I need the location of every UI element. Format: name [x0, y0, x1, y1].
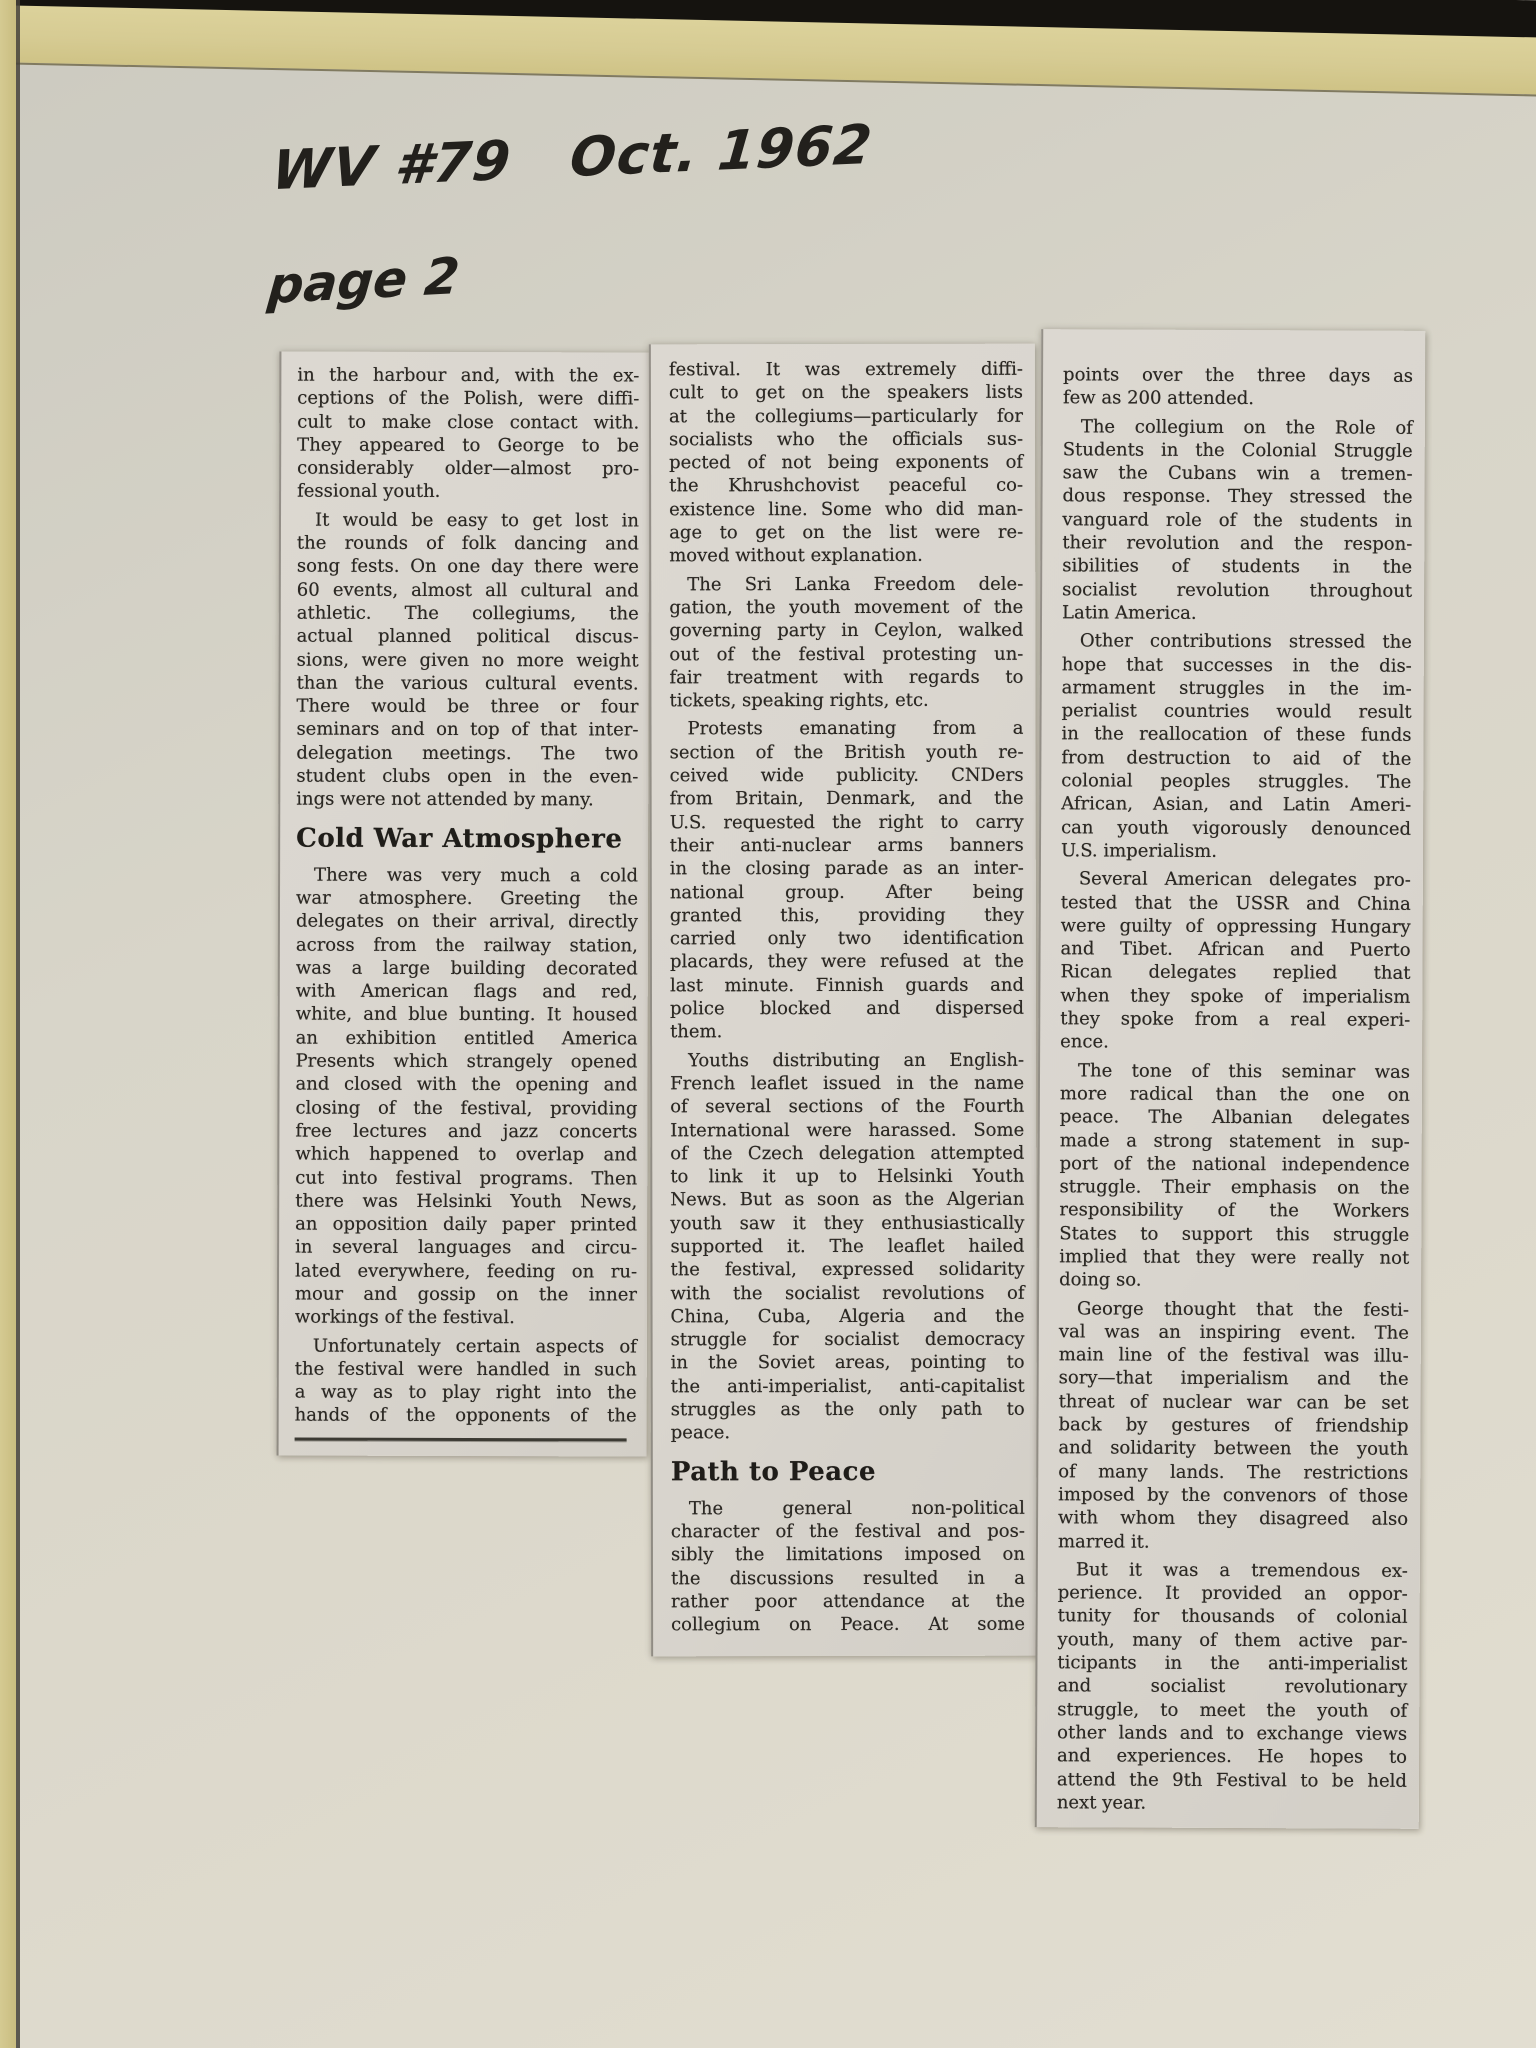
text-line: in the reallocation of these funds	[1061, 723, 1412, 747]
text-line: next year.	[1056, 1792, 1147, 1814]
text-line: the discussions resulted in a	[670, 1567, 1026, 1589]
paragraph	[1058, 1297, 1409, 1555]
text-line: vanguard role of the students in	[1062, 509, 1413, 532]
text-line: fair treatment with regards to	[669, 666, 1024, 689]
text-line: last minute. Finnish guards and	[669, 974, 1024, 997]
text-line: and socialist revolutionary	[1057, 1675, 1408, 1699]
newspaper-clipping-column-3	[1035, 329, 1426, 1829]
text-line: an exhibition entitled America	[295, 1027, 638, 1050]
text-line: workings of the festival.	[294, 1306, 515, 1329]
text-line: cut into festival programs. Then	[295, 1167, 638, 1189]
text-line: sibilities of students in the	[1062, 555, 1413, 579]
text-line: val was an inspiring event. The	[1058, 1321, 1409, 1344]
text-line: athletic. The collegiums, the	[296, 602, 639, 625]
text-line: peace.	[670, 1422, 731, 1444]
paragraph	[1061, 630, 1412, 864]
text-line: were guilty of oppressing Hungary	[1060, 915, 1411, 938]
paragraph	[670, 717, 1025, 1044]
text-line: youth saw it they enthusiastically	[670, 1212, 1025, 1234]
text-line: and solidarity between the youth	[1058, 1437, 1409, 1461]
text-line: with whom they disagreed also	[1058, 1507, 1409, 1531]
text-line: Presents which strangely opened	[295, 1050, 638, 1073]
text-line: port of the national independence	[1059, 1153, 1410, 1176]
text-line: hands of the opponents of the	[294, 1405, 637, 1427]
text-line: cult to make close contact with.	[297, 411, 640, 434]
text-line: rather poor attendance at the	[671, 1590, 1026, 1613]
text-line: It would be easy to get lost in	[314, 509, 640, 532]
text-line: and closed with the opening and	[295, 1073, 638, 1096]
text-line: China, Cuba, Algeria and the	[670, 1305, 1025, 1328]
paragraph	[669, 358, 1023, 568]
text-line: perience. It provided an oppor-	[1057, 1582, 1408, 1605]
text-line: But it was a tremendous ex-	[1075, 1559, 1408, 1582]
column-end-rule	[295, 1437, 627, 1441]
text-line: delegates on their arrival, directly	[295, 910, 638, 933]
text-line: existence line. Some who did man-	[669, 498, 1024, 521]
text-line: ence.	[1060, 1031, 1109, 1053]
text-line: out of the festival protesting un-	[669, 643, 1024, 665]
paragraph	[1063, 363, 1413, 411]
text-line: colonial peoples struggles. The	[1061, 770, 1412, 793]
album-edge-left	[0, 0, 16, 2048]
text-line: of many lands. The restrictions	[1058, 1460, 1409, 1484]
text-line: student clubs open in the even-	[296, 765, 639, 788]
text-line: The general non-political	[688, 1497, 1025, 1519]
handwritten-page-annotation: page 2	[265, 246, 462, 316]
text-line: armament struggles in the im-	[1061, 677, 1412, 700]
paragraph	[1059, 1059, 1410, 1293]
text-line: national group. After being	[669, 881, 1024, 903]
text-line: socialists who the officials sus-	[669, 428, 1024, 451]
text-line: tunity for thousands of colonial	[1057, 1605, 1408, 1629]
text-line: George thought that the festi-	[1076, 1297, 1410, 1321]
text-line: of several sections of the Fourth	[670, 1095, 1025, 1118]
text-line: Rican delegates replied that	[1060, 961, 1411, 985]
text-line: U.S. requested the right to carry	[669, 811, 1024, 833]
text-line: governing party in Ceylon, walked	[669, 619, 1024, 642]
text-line: festival. It was extremely diffi-	[668, 358, 1023, 381]
text-line: the rounds of folk dancing and	[296, 532, 639, 555]
text-line: in several languages and circu-	[295, 1236, 638, 1259]
text-line: considerably older—almost pro-	[297, 457, 640, 480]
text-line: age to get on the list were re-	[669, 521, 1024, 544]
text-line: implied that they were really not	[1059, 1246, 1410, 1269]
text-line: from Britain, Denmark, and the	[669, 788, 1024, 810]
paragraph	[297, 364, 639, 505]
text-line: U.S. imperialism.	[1060, 840, 1218, 862]
text-line: their revolution and the respon-	[1062, 532, 1413, 555]
text-line: International were harassed. Some	[670, 1119, 1025, 1141]
text-line: tickets, speaking rights, etc.	[669, 690, 929, 712]
text-line: can youth vigorously denounced	[1061, 816, 1412, 840]
text-line: to link it up to Helsinki Youth	[670, 1165, 1025, 1188]
text-line: African, Asian, and Latin Ameri-	[1061, 793, 1412, 817]
paragraph	[295, 1334, 637, 1428]
text-line: Latin America.	[1061, 602, 1197, 624]
newspaper-clipping-column-1	[277, 352, 650, 1457]
text-line: when they spoke of imperialism	[1060, 984, 1411, 1008]
text-line: which happened to overlap and	[295, 1143, 638, 1166]
text-line: sions, were given no more weight	[296, 649, 639, 672]
text-line: ticipants in the anti-imperialist	[1057, 1652, 1408, 1675]
text-line: across from the railway station,	[295, 934, 638, 956]
text-line: struggle. Their emphasis on the	[1059, 1176, 1410, 1199]
paragraph	[1060, 867, 1411, 1055]
text-line: supported it. The leaflet hailed	[670, 1235, 1025, 1258]
text-line: placards, they were refused at the	[669, 951, 1024, 973]
text-line: States to support this struggle	[1059, 1222, 1410, 1246]
text-line: from destruction to aid of the	[1061, 747, 1412, 770]
paragraph	[670, 1048, 1025, 1445]
text-line: youth, many of them active par-	[1057, 1628, 1408, 1652]
text-line: fessional youth.	[297, 481, 441, 503]
text-line: saw the Cubans win a tremen-	[1062, 462, 1413, 485]
text-line: The Sri Lanka Freedom dele-	[687, 573, 1024, 595]
text-line: 60 events, almost all cultural and	[296, 579, 639, 602]
newspaper-clipping-column-2	[649, 344, 1037, 1657]
text-line: they spoke from a real experi-	[1060, 1008, 1411, 1031]
text-line: cult to get on the speakers lists	[668, 381, 1023, 404]
text-line: The tone of this seminar was	[1077, 1059, 1411, 1083]
text-line: Protests emanating from a	[687, 718, 1024, 740]
text-line: a way as to play right into the	[294, 1381, 637, 1404]
text-line: collegium on Peace. At some	[671, 1613, 1026, 1636]
text-line: sory—that imperialism and the	[1058, 1367, 1409, 1391]
text-line: ceived wide publicity. CNDers	[669, 764, 1024, 787]
text-line: They appeared to George to be	[297, 434, 640, 457]
text-line: Youths distributing an English-	[688, 1049, 1025, 1071]
text-line: the festival were handled in such	[294, 1358, 637, 1381]
text-line: doing so.	[1059, 1269, 1142, 1291]
text-line: back by gestures of friendship	[1058, 1414, 1409, 1437]
text-line: There was very much a cold	[314, 864, 639, 887]
paragraph	[295, 863, 638, 1330]
text-line: peace. The Albanian delegates	[1059, 1106, 1410, 1129]
text-line: French leaflet issued in the name	[670, 1072, 1025, 1095]
text-line: in the harbour and, with the ex-	[297, 364, 640, 387]
text-line: perialist countries would result	[1061, 700, 1412, 723]
text-line: mour and gossip on the inner	[294, 1283, 638, 1306]
text-line: the festival, expressed solidarity	[670, 1258, 1025, 1281]
text-line: at the collegiums—particularly for	[668, 405, 1023, 427]
paragraph	[671, 1496, 1025, 1636]
text-line: and Tibet. African and Puerto	[1060, 938, 1411, 961]
handwritten-issue-annotation: WV #79 Oct. 1962	[269, 112, 876, 203]
text-line: Other contributions stressed the	[1079, 630, 1412, 654]
text-line: actual planned political discus-	[296, 625, 639, 648]
text-line: marred it.	[1057, 1530, 1150, 1553]
text-line: police blocked and dispersed	[669, 997, 1025, 1020]
text-line: responsibility of the Workers	[1059, 1199, 1410, 1223]
text-line: carried only two identification	[669, 927, 1024, 950]
text-line: tested that the USSR and China	[1060, 891, 1411, 915]
text-line: more radical than the one on	[1059, 1083, 1410, 1106]
paragraph	[669, 572, 1023, 712]
text-line: imposed by the convenors of those	[1058, 1484, 1409, 1507]
text-line: points over the three days as	[1063, 364, 1414, 387]
text-line: in the Soviet areas, pointing to	[670, 1352, 1025, 1374]
text-line: The collegium on the Role of	[1080, 415, 1413, 439]
text-line: character of the festival and pos-	[670, 1520, 1025, 1543]
section-heading: Path to Peace	[670, 1456, 877, 1487]
text-line: attend the 9th Festival to be held	[1056, 1768, 1407, 1792]
text-line: socialist revolution throughout	[1062, 578, 1413, 602]
text-line: war atmosphere. Greeting the	[295, 887, 639, 910]
text-line: was a large building decorated	[295, 957, 638, 980]
text-line: seminars and on top of that inter-	[296, 719, 639, 741]
text-line: hope that successes in the dis-	[1061, 653, 1412, 677]
text-line: struggle, to meet the youth of	[1057, 1698, 1408, 1722]
text-line: made a strong statement in sup-	[1059, 1129, 1410, 1153]
text-line: with American flags and red,	[295, 980, 638, 1003]
paragraph	[1062, 415, 1413, 626]
paragraph	[1057, 1558, 1408, 1816]
text-line: white, and blue bunting. It housed	[295, 1003, 638, 1026]
text-line: Unfortunately certain aspects of	[312, 1335, 637, 1358]
text-line: delegation meetings. The two	[296, 742, 639, 765]
text-line: of the Czech delegation attempted	[670, 1142, 1025, 1165]
text-line: Several American delegates pro-	[1078, 868, 1411, 892]
text-line: them.	[670, 1021, 723, 1043]
text-line: the Khrushchovist peaceful co-	[669, 475, 1024, 497]
text-line: struggle for socialist democracy	[670, 1328, 1025, 1351]
text-line: other lands and to exchange views	[1057, 1722, 1408, 1745]
text-line: song fests. On one day there were	[296, 555, 639, 578]
text-line: there was Helsinki Youth News,	[295, 1190, 638, 1213]
text-line: free lectures and jazz concerts	[295, 1120, 638, 1143]
section-heading: Cold War Atmosphere	[296, 823, 623, 855]
text-line: their anti-nuclear arms banners	[669, 834, 1024, 857]
text-line: than the various cultural events.	[296, 672, 639, 695]
text-line: closing of the festival, providing	[295, 1097, 638, 1120]
text-line: section of the British youth re-	[669, 741, 1024, 764]
text-line: granted this, providing they	[669, 904, 1024, 927]
paragraph	[296, 508, 639, 812]
album-binding-line	[16, 0, 20, 2048]
text-line: ings were not attended by many.	[296, 788, 594, 811]
text-line: pected of not being exponents of	[669, 451, 1024, 474]
text-line: few as 200 attended.	[1062, 387, 1255, 410]
text-line: the anti-imperialist, anti-capitalist	[670, 1375, 1025, 1398]
text-line: dous response. They stressed the	[1062, 485, 1413, 509]
text-line: There would be three or four	[296, 695, 639, 718]
text-line: gation, the youth movement of the	[669, 596, 1024, 619]
text-line: an opposition daily paper printed	[295, 1213, 638, 1236]
text-line: Students in the Colonial Struggle	[1062, 439, 1413, 462]
text-line: ceptions of the Polish, were diffi-	[297, 387, 640, 410]
text-line: moved without explanation.	[669, 545, 923, 567]
text-line: sibly the limitations imposed on	[670, 1543, 1025, 1566]
text-line: with the socialist revolutions of	[670, 1282, 1025, 1304]
text-line: main line of the festival was illu-	[1058, 1344, 1409, 1367]
text-line: in the closing parade as an inter-	[669, 857, 1024, 880]
text-line: lated everywhere, feeding on ru-	[295, 1260, 638, 1283]
text-line: struggles as the only path to	[670, 1398, 1025, 1421]
text-line: News. But as soon as the Algerian	[670, 1189, 1025, 1211]
text-line: and experiences. He hopes to	[1056, 1745, 1408, 1768]
text-line: threat of nuclear war can be set	[1058, 1391, 1409, 1414]
